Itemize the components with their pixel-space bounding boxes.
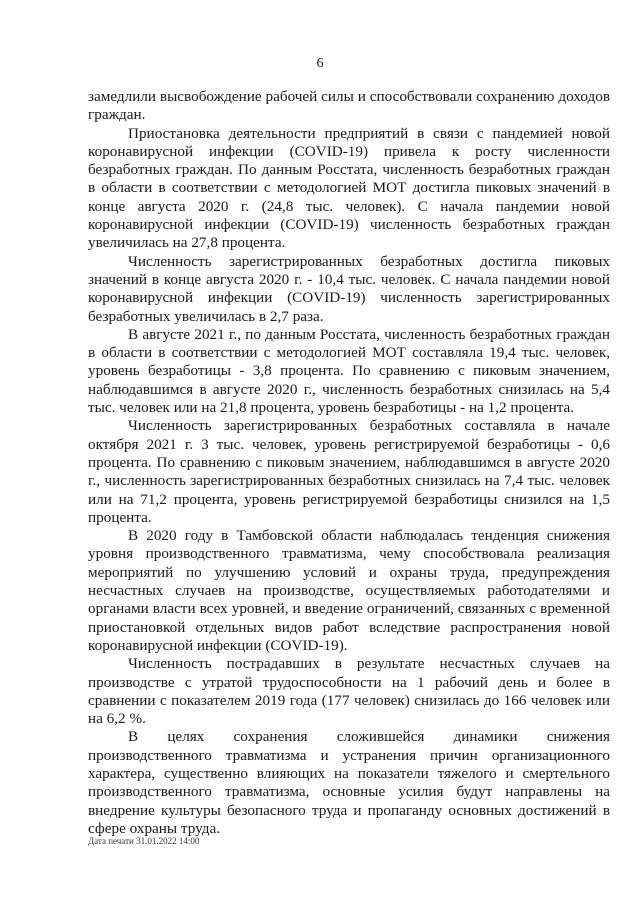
- page-number: 6: [316, 56, 324, 71]
- paragraph-august-2021: В августе 2021 г., по данным Росстата, численность безработных граждан в области в соответствии с методологией МОТ составляла 19,4 тыс. человек, уровень безработицы - 3,8 процента. По сравнению с пиковым значением, наблюдавшимся в августе 2020 г., численность безработных снизилась на 5,4 тыс. человек или на 21,8 процента, уровень безработицы - на 1,2 процента.: [88, 325, 610, 417]
- paragraph-injury-trend: В 2020 году в Тамбовской области наблюдалась тенденция снижения уровня производственного травматизма, чему способствовала реализация мероприятий по улучшению условий и охраны труда, предупреждения несчастных случаев на производстве, осуществляемых работодателями и органами власти всех уровней, и введение ограничений, связанных с временной приостановкой отдельных видов работ вследствие распространения новой коронавирусной инфекции (COVID-19).: [88, 527, 610, 654]
- paragraph-pandemic-unemployment: Приостановка деятельности предприятий в связи с пандемией новой коронавирусной инфекции (COVID-19) привела к росту численности безработных граждан. По данным Росстата, численность безработных граждан в области в соответствии с методологией МОТ достигла пиковых значений в конце августа 2020 г. (24,8 тыс. человек). С начала пандемии новой коронавирусной инфекции (COVID-19) численность безработных граждан увеличилась на 27,8 процента.: [88, 124, 610, 252]
- paragraph-safety-measures: В целях сохранения сложившейся динамики снижения производственного травматизма и устранения причин организационного характера, существенно влияющих на показатели тяжелого и смертельного производственного травматизма, основные усилия будут направлены на внедрение культуры безопасного труда и пропаганду основных достижений в сфере охраны труда.: [88, 728, 610, 837]
- paragraph-injured-count: Численность пострадавших в результате несчастных случаев на производстве с утратой трудоспособности на 1 рабочий день и более в сравнении с показателем 2019 года (177 человек) снизилась до 166 человек или на 6,2 %.: [88, 655, 610, 728]
- print-date: Дата печати 31.01.2022 14:00: [88, 836, 200, 846]
- paragraph-october-2021: Численность зарегистрированных безработных составляла в начале октября 2021 г. 3 тыс. человек, уровень регистрируемой безработицы - 0,6 процента. По сравнению с пиковым значением, наблюдавшимся в августе 2020 г., численность зарегистрированных безработных снизилась на 7,4 тыс. человек или на 71,2 процента, уровень регистрируемой безработицы снизился на 1,5 процента.: [88, 417, 610, 526]
- document-body: [88, 88, 610, 838]
- paragraph-continuation: замедлили высвобождение рабочей силы и способствовали сохранению доходов граждан.: [88, 88, 610, 124]
- paragraph-registered-unemployed-peak: Численность зарегистрированных безработных достигла пиковых значений в конце августа 2020 г. - 10,4 тыс. человек. С начала пандемии новой коронавирусной инфекции (COVID-19) численность зарегистрированных безработных увеличилась в 2,7 раза.: [88, 252, 610, 325]
